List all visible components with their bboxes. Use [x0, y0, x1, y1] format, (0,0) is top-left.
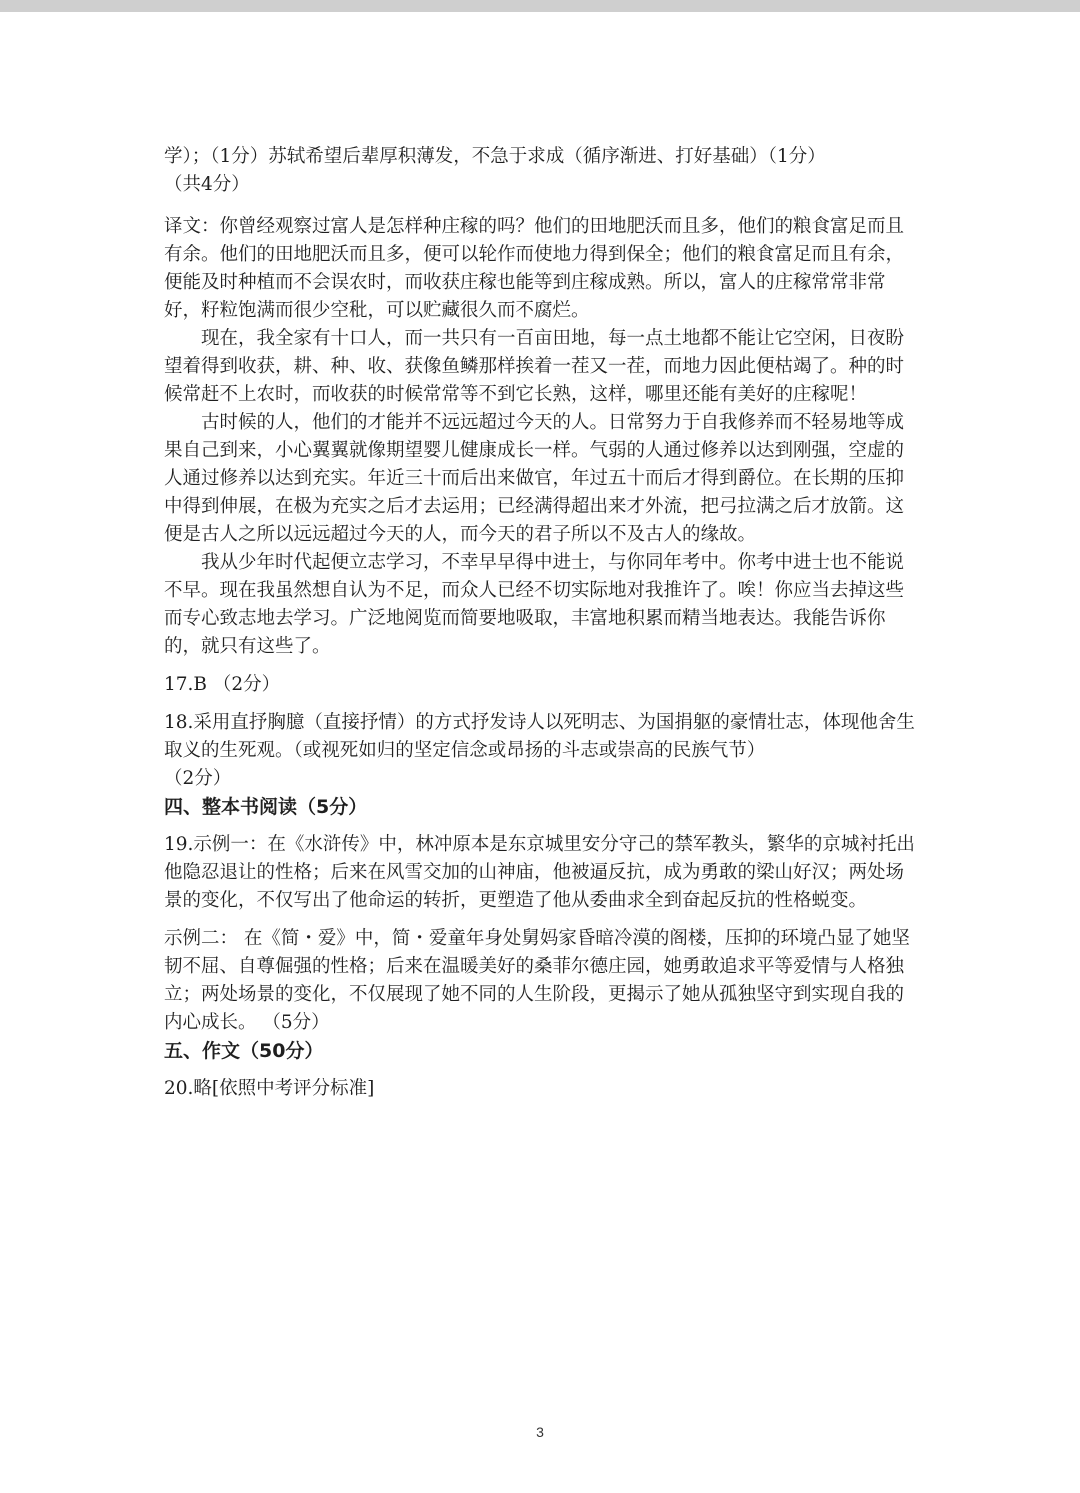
section-5-heading: 五、作文（50分） [164, 1040, 324, 1062]
answer-18: 18.采用直抒胸臆（直接抒情）的方式抒发诗人以死明志、为国捐躯的豪情壮志，体现他舍生取义的生死观。（或视死如归的坚定信念或昂扬的斗志或崇高的民族气节） [164, 712, 915, 761]
answer-20: 20.略[依照中考评分标准] [164, 1078, 375, 1099]
top-scrollbar-strip [0, 0, 1080, 12]
answer-19-example-1: 19.示例一：在《水浒传》中，林冲原本是东京城里安分守己的禁军教头，繁华的京城衬托出他隐忍退让的性格；后来在风雪交加的山神庙，他被逼反抗，成为勇敢的梁山好汉；两处场景的变化，不仅写出了他命运的转折，更塑造了他从委曲求全到奋起反抗的性格蜕变。 [164, 834, 915, 911]
translation-paragraph-2: 现在，我全家有十口人，而一共只有一百亩田地，每一点土地都不能让它空闲，日夜盼望着得到收获，耕、种、收、获像鱼鳞那样挨着一茬又一茬，而地力因此便枯竭了。种的时候常赶不上农时，而收获的时候常常等不到它长熟，这样，哪里还能有美好的庄稼呢！ [164, 328, 905, 405]
answer-18-score: （2分） [164, 768, 232, 789]
translation-paragraph-4: 我从少年时代起便立志学习，不幸早早得中进士，与你同年考中。你考中进士也不能说不早。现在我虽然想自认为不足，而众人已经不切实际地对我推许了。唉！你应当去掉这些而专心致志地去学习。广泛地阅览而简要地吸取，丰富地积累而精当地表达。我能告诉你的，就只有这些了。 [164, 552, 905, 657]
section-4-heading: 四、整本书阅读（5分） [164, 796, 368, 818]
translation-paragraph-1: 译文：你曾经观察过富人是怎样种庄稼的吗？他们的田地肥沃而且多，他们的粮食富足而且有余。他们的田地肥沃而且多，便可以轮作而使地力得到保全；他们的粮食富足而且有余，便能及时种植而不会误农时，而收获庄稼也能等到庄稼成熟。所以，富人的庄稼常常非常好，籽粒饱满而很少空秕，可以贮藏很久而不腐烂。 [164, 216, 905, 321]
answer-total-score: （共4分） [164, 174, 250, 195]
answer-17: 17.B （2分） [164, 674, 281, 695]
page-content [164, 143, 919, 1103]
page-number: 3 [536, 1424, 544, 1440]
answer-continuation-line: 学）；（1分）苏轼希望后辈厚积薄发，不急于求成（循序渐进、打好基础）（1分） [164, 146, 826, 167]
translation-paragraph-3: 古时候的人，他们的才能并不远远超过今天的人。日常努力于自我修养而不轻易地等成果自己到来，小心翼翼就像期望婴儿健康成长一样。气弱的人通过修养以达到刚强，空虚的人通过修养以达到充实。年近三十而后出来做官，年过五十而后才得到爵位。在长期的压抑中得到伸展，在极为充实之后才去运用；已经满得超出来才外流，把弓拉满之后才放箭。这便是古人之所以远远超过今天的人，而今天的君子所以不及古人的缘故。 [164, 412, 905, 545]
answer-19-example-2: 示例二： 在《简・爱》中，简・爱童年身处舅妈家昏暗冷漠的阁楼，压抑的环境凸显了她坚韧不屈、自尊倔强的性格；后来在温暖美好的桑菲尔德庄园，她勇敢追求平等爱情与人格独立；两处场景的变化，不仅展现了她不同的人生阶段，更揭示了她从孤独坚守到实现自我的内心成长。 （5分） [164, 928, 910, 1033]
